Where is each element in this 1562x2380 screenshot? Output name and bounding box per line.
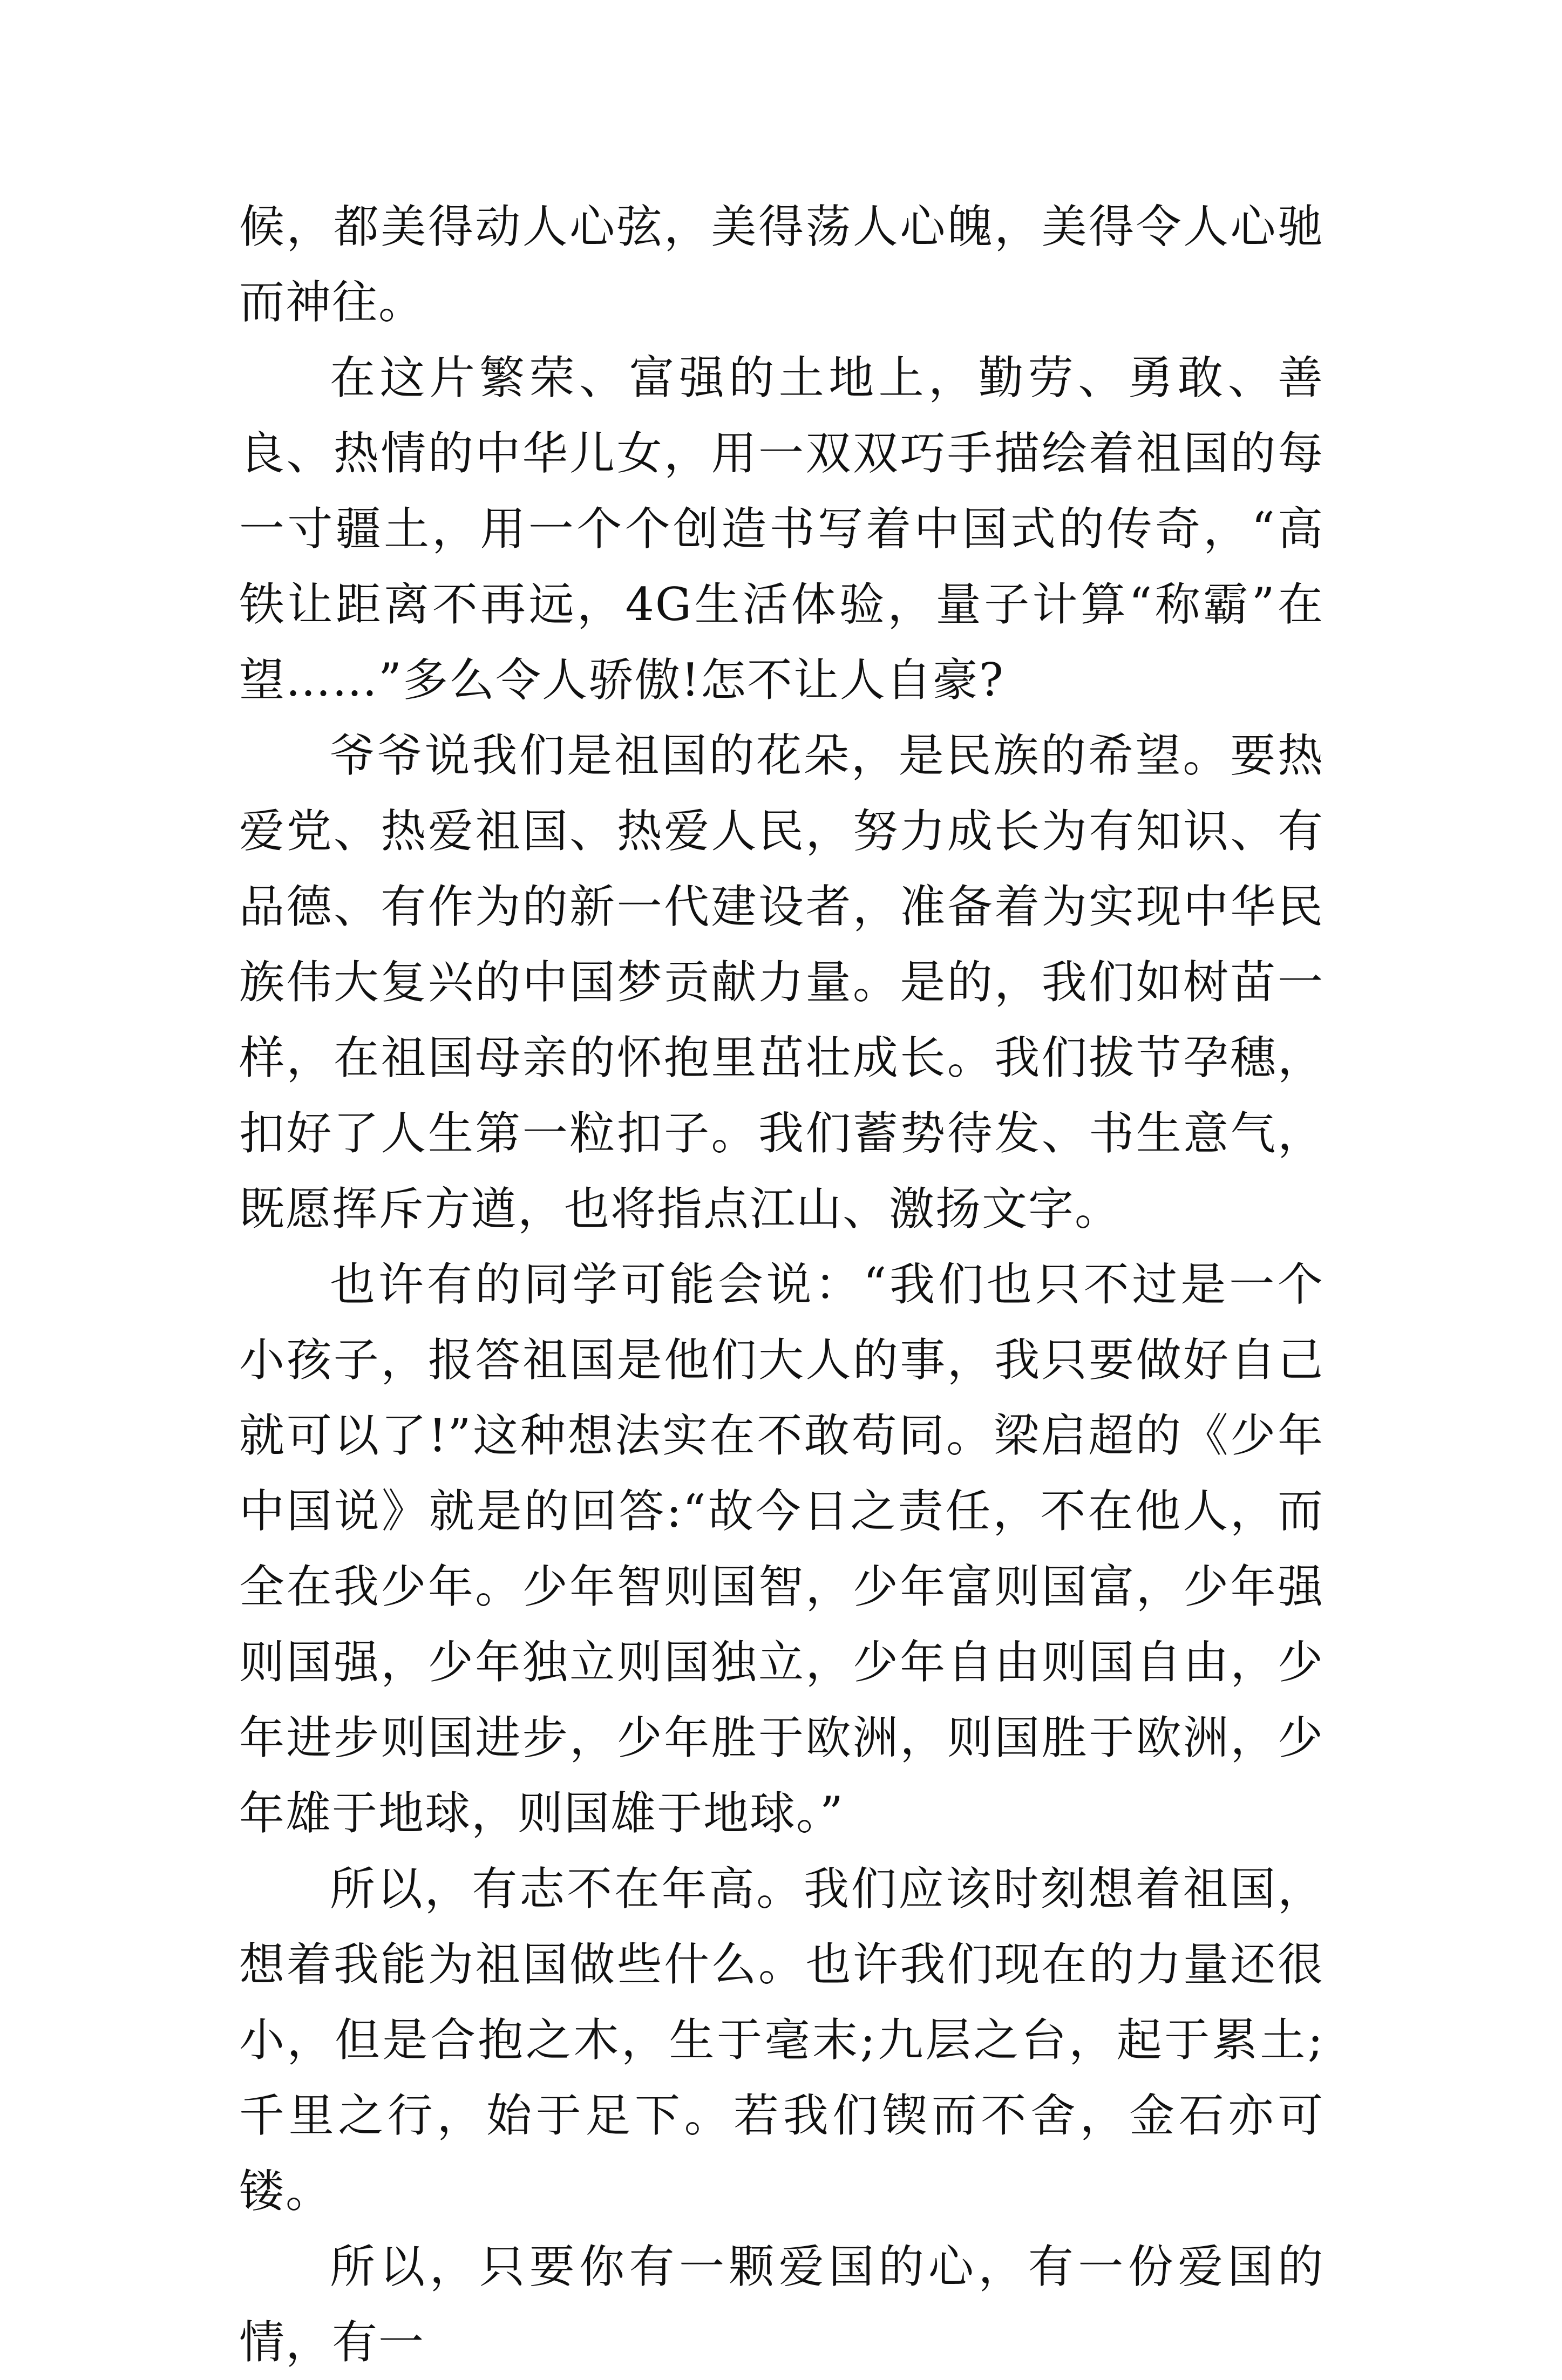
paragraph: 也许有的同学可能会说：“我们也只不过是一个小孩子，报答祖国是他们大人的事，我只要做好自己就可以了!”这种想法实在不敢苟同。梁启超的《少年中国说》就是的回答:“故今日之责任，不在他人，而全在我少年。少年智则国智，少年富则国富，少年强则国强，少年独立则国独立，少年自由则国自由，少年进步则国进步，少年胜于欧洲，则国胜于欧洲，少年雄于地球，则国雄于地球。” (239, 1258, 1324, 1840)
paragraph: 在这片繁荣、富强的土地上，勤劳、勇敢、善良、热情的中华儿女，用一双双巧手描绘着祖国的每一寸疆土，用一个个创造书写着中国式的传奇，“高铁让距离不再远，4G生活体验，量子计算“称霸”在望……”多么令人骄傲!怎不让人自豪? (239, 351, 1324, 706)
paragraph: 候，都美得动人心弦，美得荡人心魄，美得令人心驰而神往。 (239, 200, 1324, 329)
paragraph: 爷爷说我们是祖国的花朵，是民族的希望。要热爱党、热爱祖国、热爱人民，努力成长为有知识、有品德、有作为的新一代建设者，准备着为实现中华民族伟大复兴的中国梦贡献力量。是的，我们如树苗一样，在祖国母亲的怀抱里茁壮成长。我们拔节孕穗，扣好了人生第一粒扣子。我们蓄势待发、书生意气，既愿挥斥方遒，也将指点江山、激扬文字。 (239, 729, 1324, 1235)
paragraph: 所以，有志不在年高。我们应该时刻想着祖国，想着我能为祖国做些什么。也许我们现在的力量还很小，但是合抱之木，生于毫末;九层之台，起于累土;千里之行，始于足下。若我们锲而不舍，金石亦可镂。 (239, 1862, 1324, 2218)
body-text (239, 189, 1324, 2380)
paragraph: 所以，只要你有一颗爱国的心，有一份爱国的情，有一 (239, 2240, 1324, 2369)
